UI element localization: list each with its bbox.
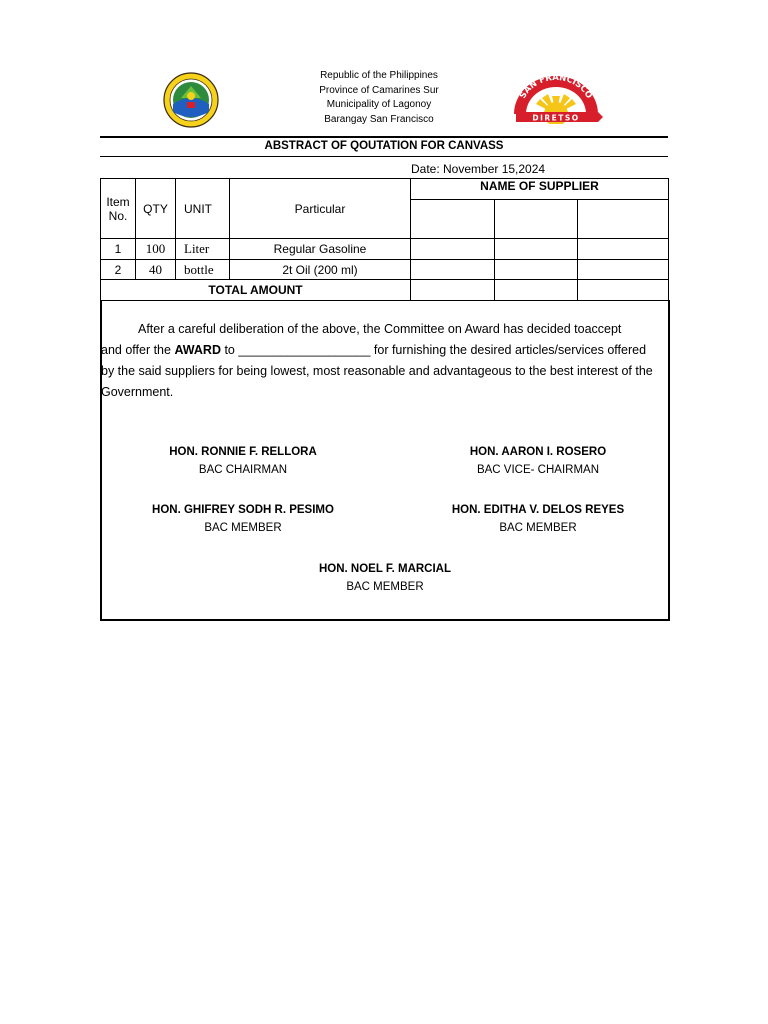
letterhead-line: Municipality of Lagonoy [326, 99, 432, 110]
paragraph-line: Government. [101, 385, 174, 399]
row-price [578, 239, 669, 260]
header-supplier: NAME OF SUPPLIER [411, 179, 669, 200]
signatory-vice-chairman [408, 446, 668, 476]
signatory-name: HON. EDITHA V. DELOS REYES [451, 504, 625, 516]
row-unit: bottle [176, 260, 230, 280]
signatory-member [408, 504, 668, 534]
signatory-name: HON. AARON I. ROSERO [469, 446, 607, 458]
signatory-role: BAC CHAIRMAN [198, 464, 288, 476]
paragraph-line: After a careful deliberation of the above, the Committee on Award has decided toaccept [138, 322, 622, 336]
header-particular: Particular [230, 179, 411, 239]
signatory-role: BAC VICE- CHAIRMAN [476, 464, 600, 476]
table-row [101, 239, 669, 260]
barangay-seal-logo [163, 72, 219, 128]
canvass-table [100, 178, 669, 301]
table-row [101, 260, 669, 280]
row-price [411, 239, 495, 260]
total-label: TOTAL AMOUNT [101, 280, 411, 301]
document-date: Date: November 15,2024 [411, 162, 546, 176]
row-price [495, 239, 578, 260]
letterhead-line: Republic of the Philippines [320, 70, 438, 81]
signatory-name: HON. NOEL F. MARCIAL [318, 563, 452, 575]
row-qty: 100 [136, 239, 176, 260]
logo-bottom-text: DIRETSO [532, 113, 580, 123]
row-particular: 2t Oil (200 ml) [230, 260, 411, 280]
row-price [495, 260, 578, 280]
signatory-member [255, 563, 515, 593]
letterhead-line: Barangay San Francisco [324, 113, 434, 125]
signatory-role: BAC MEMBER [346, 581, 424, 593]
total-cell [411, 280, 495, 301]
header-qty: QTY [136, 179, 176, 239]
row-qty: 40 [136, 260, 176, 280]
row-unit: Liter [176, 239, 230, 260]
letterhead-line: Province of Camarines Sur [319, 84, 439, 96]
supplier-cell [578, 200, 669, 239]
paragraph-line [101, 340, 667, 361]
row-item: 2 [101, 260, 136, 280]
signatory-chairman [113, 446, 373, 476]
signatory-name: HON. GHIFREY SODH R. PESIMO [152, 504, 334, 516]
award-keyword: AWARD [174, 343, 221, 357]
san-francisco-diretso-logo [508, 74, 604, 124]
supplier-cell [495, 200, 578, 239]
header-item-no: Item No. [101, 179, 136, 239]
supplier-cell [411, 200, 495, 239]
total-row [101, 280, 669, 301]
title-bottom-rule [100, 156, 668, 157]
paragraph-line: by the said suppliers for being lowest, most reasonable and advantageous to the best interest of the [101, 364, 653, 378]
letterhead [284, 69, 474, 127]
row-price [578, 260, 669, 280]
total-cell [578, 280, 669, 301]
signatory-member [113, 504, 373, 534]
row-item: 1 [101, 239, 136, 260]
total-cell [495, 280, 578, 301]
document-title: ABSTRACT OF QOUTATION FOR CANVASS [264, 140, 504, 152]
logo-top-text: SAN FRANCISCO [518, 74, 594, 101]
paragraph-text: and offer the [101, 343, 175, 357]
row-price [411, 260, 495, 280]
signatory-role: BAC MEMBER [499, 522, 577, 534]
title-top-rule [100, 136, 668, 138]
award-paragraph [101, 319, 667, 403]
row-particular: Regular Gasoline [230, 239, 411, 260]
paragraph-text: to ___________________ for furnishing the desired articles/services offered [220, 343, 647, 357]
signatory-role: BAC MEMBER [204, 522, 282, 534]
header-unit: UNIT [176, 179, 230, 239]
signatory-name: HON. RONNIE F. RELLORA [169, 446, 317, 458]
